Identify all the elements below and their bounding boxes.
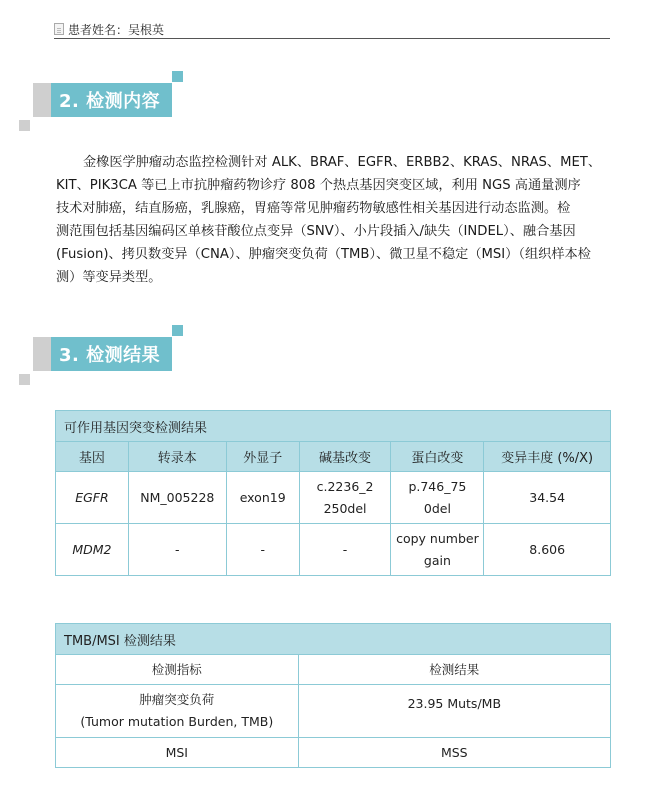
actionable-mutation-table <box>55 410 611 576</box>
gene-cell: EGFR <box>56 472 129 524</box>
paragraph-line: 测范围包括基因编码区单核苷酸位点变异（SNV）、小片段插入/缺失（INDEL）、融合基因 <box>56 224 576 239</box>
decorative-gray-square <box>19 374 30 385</box>
decorative-gray-block <box>33 337 51 371</box>
section-heading-detection-content <box>0 71 200 141</box>
table-caption: 可作用基因突变检测结果 <box>56 411 611 442</box>
patient-name: 患者姓名：吴根英 <box>68 22 165 37</box>
column-header-transcript: 转录本 <box>128 442 226 472</box>
protein-change-line: copy number <box>396 530 479 546</box>
abundance-cell: 34.54 <box>484 472 611 524</box>
transcript-cell: - <box>128 524 226 576</box>
decorative-teal-square <box>172 71 183 82</box>
paragraph-line: 金橡医学肿瘤动态监控检测针对 ALK、BRAF、EGFR、ERBB2、KRAS、NRAS、MET、 <box>83 155 602 170</box>
protein-change-line: gain <box>423 552 451 568</box>
base-change-line: 250del <box>323 500 367 516</box>
column-header-indicator: 检测指标 <box>56 655 299 685</box>
table-row <box>56 685 611 738</box>
table-caption: TMB/MSI 检测结果 <box>56 624 611 655</box>
document-icon <box>54 23 64 35</box>
exon-cell: - <box>226 524 299 576</box>
section-heading-detection-results <box>0 325 200 395</box>
base-change-cell: - <box>299 524 391 576</box>
protein-change-line: p.746_75 <box>408 478 467 494</box>
protein-change-cell <box>391 472 484 524</box>
result-cell: MSS <box>298 738 610 768</box>
indicator-line: 肿瘤突变负荷 <box>139 692 215 707</box>
detection-content-paragraph <box>56 151 610 289</box>
column-header-gene: 基因 <box>56 442 129 472</box>
base-change-cell <box>299 472 391 524</box>
exon-cell: exon19 <box>226 472 299 524</box>
indicator-line: (Tumor mutation Burden, TMB) <box>80 714 274 729</box>
base-change-line: c.2236_2 <box>316 478 374 494</box>
section-title: 2. 检测内容 <box>59 91 161 112</box>
column-header-abundance: 变异丰度 (%/X) <box>484 442 611 472</box>
gene-cell: MDM2 <box>56 524 129 576</box>
table-row <box>56 524 611 576</box>
indicator-cell: MSI <box>56 738 299 768</box>
tmb-msi-table <box>55 623 611 768</box>
decorative-teal-square <box>172 325 183 336</box>
transcript-cell: NM_005228 <box>128 472 226 524</box>
section-title-banner <box>51 337 172 371</box>
paragraph-line: 测）等变异类型。 <box>56 270 162 285</box>
column-header-exon: 外显子 <box>226 442 299 472</box>
table-row <box>56 472 611 524</box>
protein-change-line: 0del <box>423 500 451 516</box>
paragraph-line: KIT、PIK3CA 等已上市抗肿瘤药物诊疗 808 个热点基因突变区域，利用 NGS 高通量测序 <box>56 178 581 193</box>
section-title-banner <box>51 83 172 117</box>
page-header <box>54 20 610 39</box>
result-cell: 23.95 Muts/MB <box>298 685 610 738</box>
protein-change-cell <box>391 524 484 576</box>
abundance-cell: 8.606 <box>484 524 611 576</box>
indicator-cell <box>56 685 299 738</box>
paragraph-line: (Fusion)、拷贝数变异（CNA）、肿瘤突变负荷（TMB）、微卫星不稳定（MSI）（组织样本检 <box>56 247 591 262</box>
section-title: 3. 检测结果 <box>59 345 161 366</box>
column-header-base-change: 碱基改变 <box>299 442 391 472</box>
paragraph-line: 技术对肺癌，结直肠癌，乳腺癌，胃癌等常见肿瘤药物敏感性相关基因进行动态监测。检 <box>56 201 571 216</box>
table-row <box>56 738 611 768</box>
decorative-gray-square <box>19 120 30 131</box>
column-header-protein-change: 蛋白改变 <box>391 442 484 472</box>
decorative-gray-block <box>33 83 51 117</box>
column-header-result: 检测结果 <box>298 655 610 685</box>
